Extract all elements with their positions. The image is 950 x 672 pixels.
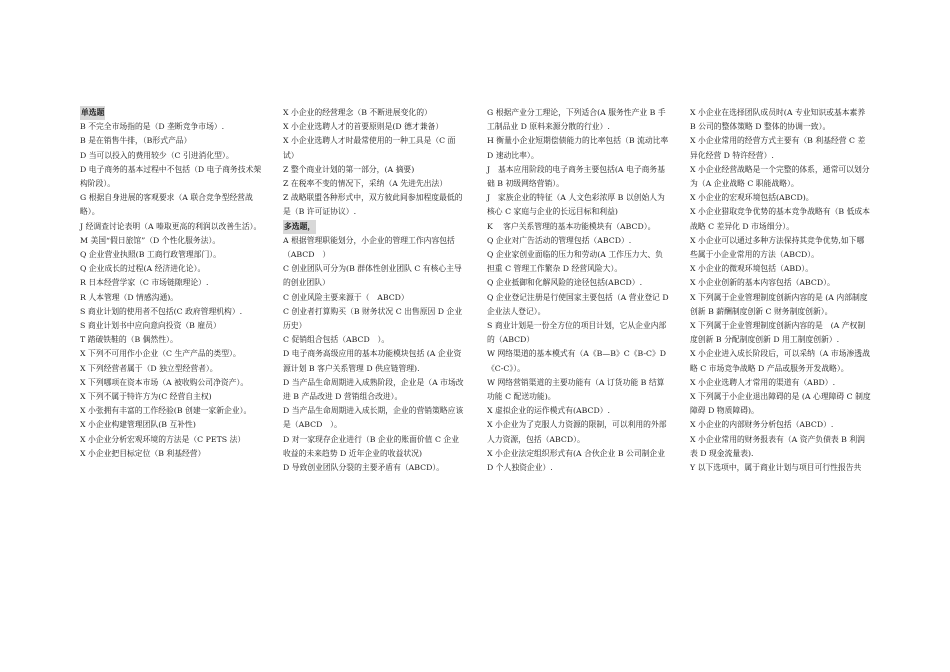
question-entry: X 下列属于企业管理制度创新内容的是 (A 产权制度创新 B 分配制度创新 D 用工制度创新）.	[690, 321, 866, 345]
question-entry: X 小企业选聘人才的首要原则是(D 德才兼备）	[283, 122, 444, 132]
question-entry: G 根据产业分工理论，下列适合(A 服务性产业 B 手工制品业 D 原料来源分散的行业）.	[487, 108, 666, 132]
question-entry: J 经调查讨论表明（A 嗪取更高的利润以改善生活）。	[80, 221, 262, 231]
question-entry: X 小企业的经营理念（B 不断进展变化的）	[283, 108, 432, 117]
question-entry: M 美国“假日旅馆”（D 个性化服务法）。	[80, 235, 221, 245]
question-entry: S 商业计划书中应向意向投资（B 雇员）	[80, 321, 221, 331]
question-entry: J 家族企业的特征（A 人文色彩浓厚 B 以创始人为核心 C 家庭与企业的长远目标和利益)	[487, 193, 665, 217]
question-entry: A 根据管理职能划分，小企业的管理工作内容包括（ABCD ）	[283, 235, 455, 260]
question-entry: Q 企业家创业面临的压力和劳动(A 工作压力大、负担重 C 管理工作繁杂 D 经营风险大）。	[487, 250, 663, 274]
question-entry: X 小企业构建管理团队(B 互补性)	[80, 420, 196, 430]
question-entry: D 当产品生命周期进入成熟阶段，企业是（A 市场改进 B 产品改进 D 营销组合改进）。	[283, 377, 464, 402]
question-entry: X 小企业在选择团队成员时(A 专业知识或基本素养 B 公司的整体策略 D 整体的协调一致）。	[690, 108, 868, 132]
question-entry: X 下列属于小企业退出障碍的是 (A 心理障碍 C 制度障碍 D 物质障碍)。	[690, 392, 871, 416]
question-entry: X 小企业法定组织形式有(A 合伙企业 B 公司制企业 D 个人独资企业）.	[487, 448, 668, 473]
question-entry: X 小企业猎取竞争优势的基本竞争战略有（B 低成本战略 C 差异化 D 市场细分）。	[690, 207, 870, 231]
question-entry: D 当产品生命周期进入成长期，企业的营销策略应该是（ABCD ）。	[283, 406, 464, 430]
question-entry: X 小企业的微观环境包括（ABD）。	[690, 264, 814, 274]
question-entry: X 小企业常用的财务报表有（A 资产负债表 B 利润表 D 现金流量表).	[690, 434, 865, 458]
question-entry: X 小张拥有丰富的工作经验(B 创建一家新企业）。	[80, 406, 252, 416]
section-heading: 单选题	[80, 106, 105, 120]
question-entry: X 小企业创新的基本内容包括（ABCD）。	[690, 278, 835, 288]
heading-line	[283, 220, 466, 234]
question-entry: J 基本应用阶段的电子商务主要包括(A 电子商务基础 B 初级网络营销）。	[487, 164, 666, 189]
question-entry: S 商业计划的使用者不包括(C 政府管理机构）.	[80, 306, 243, 316]
question-entry: X 虚拟企业的运作模式有(ABCD）.	[487, 406, 611, 416]
question-entry: X 下列不可用作小企业（C 生产产品的类型）。	[80, 349, 241, 359]
question-entry: X 小企业为了克服人力资源的限制，可以利用的外部人力资源，包括（ABCD）。	[487, 420, 667, 444]
question-entry: C 促销组合包括（ABCD ）。	[283, 335, 390, 345]
question-entry: D 当可以投入的费用较少（C 引进消化型）。	[80, 150, 234, 160]
question-entry: T 踏破铁鞋的（B 偶然性）。	[80, 335, 178, 345]
heading-line	[80, 106, 265, 120]
question-entry: Q 企业成长的过程(A 经济进化论）。	[80, 264, 206, 274]
question-entry: R 日本经营学家（C 市场链隙理论）.	[80, 278, 209, 288]
question-entry: Z 在税率不变的情况下，采纳（A 先进先出法）	[283, 179, 448, 189]
question-entry: Z 整个商业计划的第一部分，(A 摘要)	[283, 164, 415, 174]
question-entry: W 网络渠道的基本模式有（A《B—B》C《B-C》D《C-C》）。	[487, 349, 667, 373]
question-entry: B 是在销售牛排，（B形式产品）	[80, 136, 192, 146]
question-entry: D 导致创业团队分裂的主要矛盾有（ABCD）。	[283, 463, 445, 473]
question-entry: G 根据自身进展的客观要求（A 联合竞争型经营战略）。	[80, 193, 253, 217]
question-entry: Q 企业抵御和化解风险的途径包括(ABCD）.	[487, 278, 643, 288]
question-entry: X 小企业常用的经营方式主要有（B 利基经营 C 差异化经营 D 特许经营）.	[690, 136, 866, 160]
question-entry: X 小企业的内部财务分析包括（ABCD）.	[690, 420, 834, 430]
question-entry: D 电子商务的基本过程中不包括（D 电子商务技术架构阶段）。	[80, 164, 262, 189]
question-entry: H 衡量小企业短期偿债能力的比率包括（B 流动比率 D 速动比率）。	[487, 136, 671, 160]
question-entry: Q 企业对广告活动的管理包括（ABCD）.	[487, 235, 632, 245]
question-entry: C 创业团队可分为(B 群体性创业团队 C 有核心主导的创业团队）	[283, 264, 462, 288]
question-entry: X 小企业分析宏观环境的方法是（C PETS 法）	[80, 434, 246, 444]
question-entry: X 小企业的宏观环境包括(ABCD)。	[690, 193, 814, 203]
question-entry: Q 企业营业执照(B 工商行政管理部门）。	[80, 250, 221, 260]
question-entry: X 小企业把目标定位（B 利基经营）	[80, 448, 206, 458]
question-entry: C 创业者打算购买（B 财务状况 C 出售原因 D 企业历史）	[283, 306, 463, 331]
question-entry: X 下列经营者属于（D 独立型经营者）。	[80, 363, 218, 373]
question-entry: D 对一家现存企业进行（B 企业的账面价值 C 企业收益的未来趋势 D 近年企业的收益状况)	[283, 434, 459, 458]
question-entry: Q 企业登记注册是行使国家主要包括（A 营业登记 D 企业法人登记）。	[487, 292, 672, 316]
question-entry: X 下列不属于特许方为(C 经营自主权)	[80, 392, 212, 402]
question-entry: X 小企业可以通过多种方法保持其竞争优势,如下哪些属于小企业常用的方法（ABCD）。	[690, 235, 865, 260]
section-heading: 多选题，	[283, 220, 316, 234]
question-entry: C 创业风险主要来源于（ ABCD）	[283, 292, 409, 302]
column-3	[487, 106, 672, 475]
question-entry: Y 以下选项中，属于商业计划与项目可行性报告共	[690, 463, 862, 473]
question-entry: Z 战略联盟各种形式中，双方彼此间参加程度最低的是（B 许可证协议）.	[283, 193, 463, 217]
column-1	[80, 106, 265, 461]
question-entry: X 小企业选聘人才时最常使用的一种工具是（C 面试）	[283, 136, 456, 160]
question-entry: X 小企业选聘人才常用的渠道有（ABD）.	[690, 377, 836, 387]
question-entry: B 不完全市场指的是（D 垄断竞争市场）.	[80, 122, 225, 132]
question-entry: X 小企业经营战略是一个完整的体系，通常可以划分为（A 企业战略 C 职能战略）。	[690, 164, 870, 189]
question-entry: K 客户关系管理的基本功能模块有（ABCD）。	[487, 221, 656, 231]
column-2	[283, 106, 466, 475]
question-entry: R 人本管理（D 情感沟通)。	[80, 292, 179, 302]
column-4	[690, 106, 872, 475]
question-entry: X 下列哪项在资本市场（A 被收购公司净资产）。	[80, 377, 249, 387]
question-entry: W 网络营销渠道的主要功能有（A 订货功能 B 结算功能 C 配送功能)。	[487, 377, 665, 402]
question-entry: S 商业计划是一份全方位的项目计划，它从企业内部的（ABCD）	[487, 321, 667, 345]
question-entry: X 下列属于企业管理制度创新内容的是 (A 内部制度创新 B 薪酬制度创新 C 财务制度创新）。	[690, 292, 868, 316]
question-entry: X 小企业进入成长阶段后，可以采纳（A 市场渗透战略 C 市场竞争战略 D 产品或服务开发战略）。	[690, 349, 870, 373]
question-entry: D 电子商务高级应用的基本功能模块包括 (A 企业资源计划 B 客户关系管理 D 供应链管理).	[283, 349, 462, 373]
